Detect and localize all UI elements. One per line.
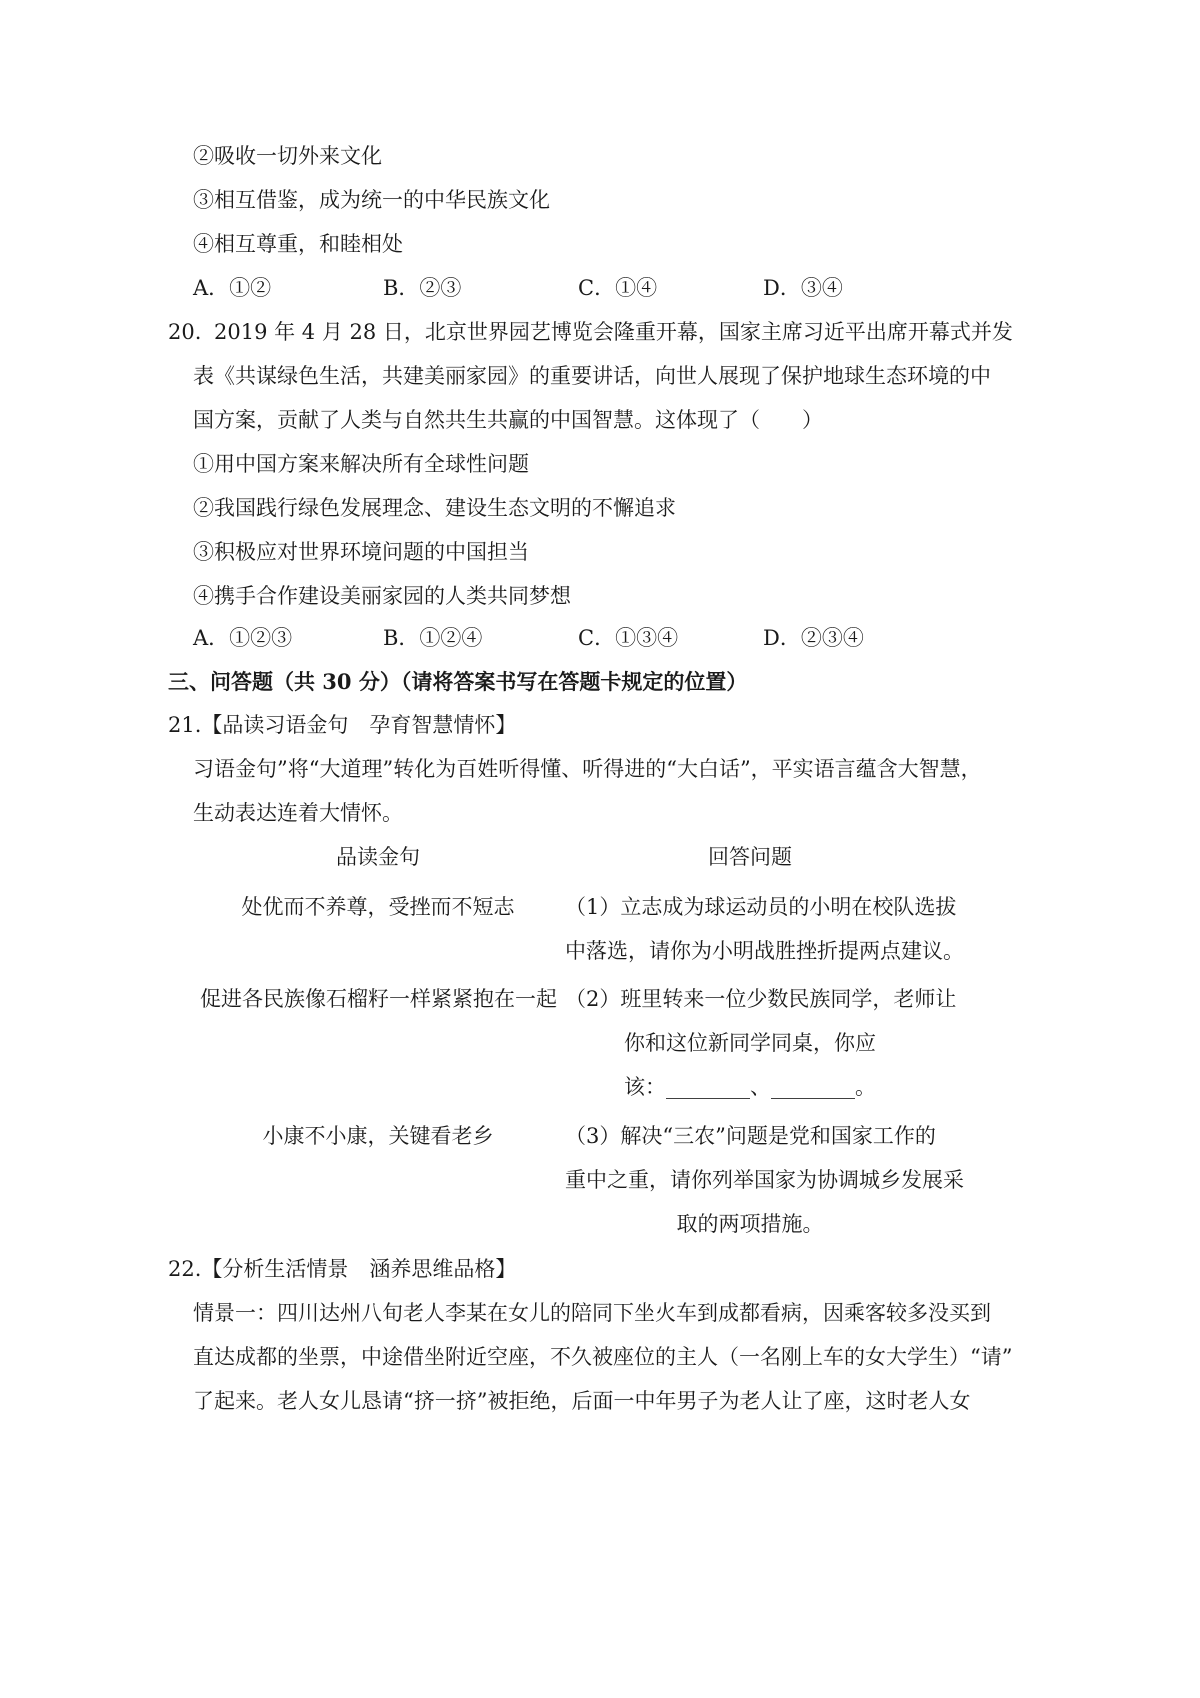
q20-option-d: D．②③④ bbox=[763, 626, 864, 650]
q19-option-c: C．①④ bbox=[578, 276, 658, 300]
q20-item-4: ④携手合作建设美丽家园的人类共同梦想 bbox=[193, 584, 571, 608]
q21-intro-line-1: 习语金句”将“大道理”转化为百姓听得懂、听得进的“大白话”，平实语言蕴含大智慧， bbox=[193, 757, 982, 781]
q20-stem-line-2: 表《共谋绿色生活，共建美丽家园》的重要讲话，向世人展现了保护地球生态环境的中 bbox=[193, 364, 991, 388]
q22-text-line-2: 直达成都的坐票，中途借坐附近空座，不久被座位的主人（一名刚上车的女大学生）“请” bbox=[193, 1345, 1013, 1369]
q21-header-quote: 品读金句 bbox=[336, 845, 420, 869]
q21-header-answer: 回答问题 bbox=[708, 845, 792, 869]
q21-row2-answer-line-1: （2）班里转来一位少数民族同学，老师让 bbox=[565, 987, 957, 1011]
q21-row3-answer-line-2: 重中之重，请你列举国家为协调城乡发展采 bbox=[565, 1168, 964, 1192]
q19-option-b: B．②③ bbox=[383, 276, 462, 300]
q20-item-2: ②我国践行绿色发展理念、建设生态文明的不懈追求 bbox=[193, 496, 676, 520]
q21-row3-answer-line-3: 取的两项措施。 bbox=[676, 1212, 824, 1236]
q20-stem-line-1: 2019 年 4 月 28 日，北京世界园艺博览会隆重开幕，国家主席习近平出席开幕式并发 bbox=[214, 320, 1013, 344]
q20-option-a: A．①②③ bbox=[193, 626, 293, 650]
q20-item-1: ①用中国方案来解决所有全球性问题 bbox=[193, 452, 529, 476]
q21-row2-quote: 促进各民族像石榴籽一样紧紧抱在一起 bbox=[200, 987, 557, 1011]
q20-option-b: B．①②④ bbox=[383, 626, 483, 650]
q21-row1-answer-line-2: 中落选，请你为小明战胜挫折提两点建议。 bbox=[565, 939, 964, 963]
q22-text-line-1: 情景一：四川达州八旬老人李某在女儿的陪同下坐火车到成都看病，因乘客较多没买到 bbox=[193, 1301, 991, 1325]
q21-intro-line-2: 生动表达连着大情怀。 bbox=[193, 801, 403, 825]
q20-stem-line-3: 国方案，贡献了人类与自然共生共赢的中国智慧。这体现了（ ） bbox=[193, 408, 823, 432]
q20-item-3: ③积极应对世界环境问题的中国担当 bbox=[193, 540, 529, 564]
q22-text-line-3: 了起来。老人女儿恳请“挤一挤”被拒绝，后面一中年男子为老人让了座，这时老人女 bbox=[193, 1389, 971, 1413]
q19-item-4: ④相互尊重，和睦相处 bbox=[193, 232, 403, 256]
q21-row3-quote: 小康不小康，关键看老乡 bbox=[262, 1124, 494, 1148]
q20-number: 20. bbox=[168, 320, 202, 344]
q21-row1-quote: 处优而不养尊，受挫而不短志 bbox=[241, 895, 515, 919]
q19-option-d: D．③④ bbox=[763, 276, 843, 300]
q19-item-2: ②吸收一切外来文化 bbox=[193, 144, 382, 168]
q22-title: 22.【分析生活情景 涵养思维品格】 bbox=[168, 1257, 517, 1281]
q21-row2-answer-line-2: 你和这位新同学同桌，你应 bbox=[624, 1031, 876, 1055]
q21-row2-answer-line-3: 该：________、________。 bbox=[624, 1075, 876, 1099]
q21-row1-answer-line-1: （1）立志成为球运动员的小明在校队选拔 bbox=[565, 895, 957, 919]
q21-title: 21.【品读习语金句 孕育智慧情怀】 bbox=[168, 713, 517, 737]
q19-option-a: A．①② bbox=[193, 276, 272, 300]
q19-item-3: ③相互借鉴，成为统一的中华民族文化 bbox=[193, 188, 550, 212]
q21-row3-answer-line-1: （3）解决“三农”问题是党和国家工作的 bbox=[565, 1124, 936, 1148]
section3-title: 三、问答题（共 30 分）（请将答案书写在答题卡规定的位置） bbox=[168, 669, 748, 694]
q20-option-c: C．①③④ bbox=[578, 626, 679, 650]
